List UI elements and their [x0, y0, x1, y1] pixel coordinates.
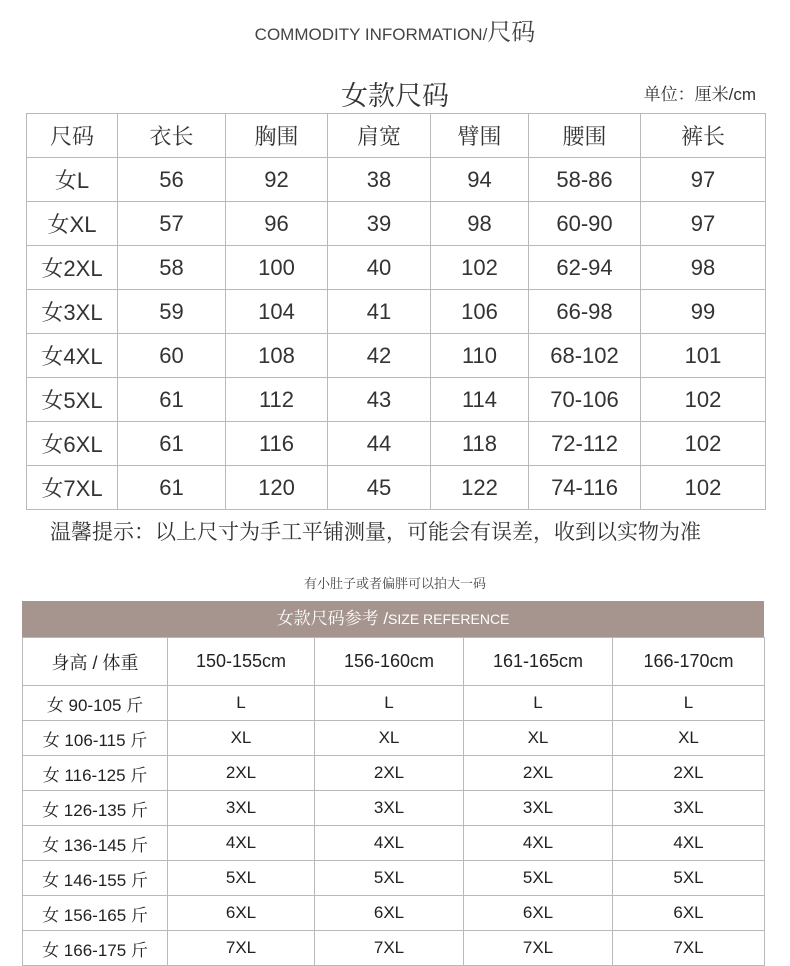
reference-cell: L [315, 686, 464, 721]
size-cell: 68-102 [529, 334, 641, 378]
size-cell: 66-98 [529, 290, 641, 334]
reference-table-row [23, 756, 765, 791]
reference-cell: XL [613, 721, 765, 756]
reference-cell: XL [464, 721, 613, 756]
size-column-header: 肩宽 [328, 114, 431, 158]
reference-cell: 3XL [168, 791, 315, 826]
reference-table-row [23, 931, 765, 966]
size-cell: 92 [226, 158, 328, 202]
size-cell: 70-106 [529, 378, 641, 422]
size-cell: 97 [641, 158, 766, 202]
reference-cell: 5XL [168, 861, 315, 896]
reference-table-row [23, 721, 765, 756]
size-cell: 44 [328, 422, 431, 466]
size-column-header: 腰围 [529, 114, 641, 158]
reference-cell: 女 156-165 斤 [23, 896, 168, 931]
reference-table-row [23, 896, 765, 931]
unit-label: 单位：厘米/cm [643, 85, 756, 104]
size-cell: 98 [431, 202, 529, 246]
reference-cell: 4XL [168, 826, 315, 861]
size-cell: 59 [118, 290, 226, 334]
size-table-title: 女款尺码 [341, 81, 449, 111]
reference-cell: 6XL [464, 896, 613, 931]
page-header [0, 12, 790, 47]
size-cell: 61 [118, 378, 226, 422]
reference-bar-cn: 女款尺码参考 / [276, 609, 389, 628]
size-cell: 74-116 [529, 466, 641, 510]
size-cell: 61 [118, 466, 226, 510]
reference-cell: 女 90-105 斤 [23, 686, 168, 721]
size-cell: 120 [226, 466, 328, 510]
size-cell: 女5XL [27, 378, 118, 422]
reference-cell: L [464, 686, 613, 721]
size-table-row [27, 290, 766, 334]
reference-cell: 女 116-125 斤 [23, 756, 168, 791]
reference-cell: 3XL [464, 791, 613, 826]
size-cell: 114 [431, 378, 529, 422]
size-cell: 122 [431, 466, 529, 510]
reference-cell: 4XL [613, 826, 765, 861]
reference-cell: 2XL [464, 756, 613, 791]
size-cell: 61 [118, 422, 226, 466]
header-title-en: COMMODITY INFORMATION/ [254, 25, 488, 44]
size-cell: 94 [431, 158, 529, 202]
size-cell: 118 [431, 422, 529, 466]
size-cell: 女XL [27, 202, 118, 246]
size-table-header [27, 114, 766, 158]
reference-cell: L [613, 686, 765, 721]
size-cell: 106 [431, 290, 529, 334]
reference-cell: 女 106-115 斤 [23, 721, 168, 756]
reference-cell: 2XL [613, 756, 765, 791]
size-table-row [27, 466, 766, 510]
size-cell: 96 [226, 202, 328, 246]
size-cell: 女2XL [27, 246, 118, 290]
size-cell: 112 [226, 378, 328, 422]
reference-cell: 7XL [613, 931, 765, 966]
reference-cell: 7XL [168, 931, 315, 966]
size-cell: 100 [226, 246, 328, 290]
reference-cell: 女 146-155 斤 [23, 861, 168, 896]
reference-cell: 2XL [168, 756, 315, 791]
size-cell: 女6XL [27, 422, 118, 466]
reference-cell: 6XL [168, 896, 315, 931]
size-cell: 女4XL [27, 334, 118, 378]
reference-cell: 5XL [464, 861, 613, 896]
size-cell: 41 [328, 290, 431, 334]
size-cell: 女3XL [27, 290, 118, 334]
reference-bar [22, 601, 764, 637]
size-cell: 116 [226, 422, 328, 466]
size-cell: 97 [641, 202, 766, 246]
reference-table-row [23, 791, 765, 826]
header-title-cn: 尺码 [487, 19, 536, 46]
size-note: 有小肚子或者偏胖可以拍大一码 [303, 576, 486, 591]
size-cell: 102 [641, 422, 766, 466]
size-column-header: 胸围 [226, 114, 328, 158]
size-table-row [27, 202, 766, 246]
size-column-header: 裤长 [641, 114, 766, 158]
size-cell: 110 [431, 334, 529, 378]
size-table-row [27, 378, 766, 422]
reference-cell: 6XL [315, 896, 464, 931]
size-cell: 57 [118, 202, 226, 246]
reference-cell: 5XL [315, 861, 464, 896]
reference-bar-en: SIZE REFERENCE [388, 611, 510, 627]
reference-cell: 6XL [613, 896, 765, 931]
size-cell: 58 [118, 246, 226, 290]
size-table-row [27, 422, 766, 466]
reference-column-header: 161-165cm [464, 638, 613, 686]
size-cell: 56 [118, 158, 226, 202]
size-cell: 72-112 [529, 422, 641, 466]
size-cell: 101 [641, 334, 766, 378]
size-table [26, 113, 766, 510]
size-cell: 39 [328, 202, 431, 246]
reference-table-header [23, 638, 765, 686]
measurement-tip: 温馨提示：以上尺寸为手工平铺测量，可能会有误差，收到以实物为准 [50, 521, 701, 544]
size-cell: 女L [27, 158, 118, 202]
size-table-row [27, 158, 766, 202]
size-cell: 38 [328, 158, 431, 202]
reference-cell: 女 166-175 斤 [23, 931, 168, 966]
size-cell: 104 [226, 290, 328, 334]
reference-cell: 3XL [315, 791, 464, 826]
reference-cell: 4XL [464, 826, 613, 861]
reference-table-row [23, 686, 765, 721]
size-cell: 58-86 [529, 158, 641, 202]
size-cell: 102 [641, 466, 766, 510]
size-column-header: 尺码 [27, 114, 118, 158]
reference-cell: XL [315, 721, 464, 756]
reference-table-row [23, 826, 765, 861]
size-cell: 42 [328, 334, 431, 378]
size-cell: 98 [641, 246, 766, 290]
size-cell: 108 [226, 334, 328, 378]
size-column-header: 臂围 [431, 114, 529, 158]
size-cell: 60-90 [529, 202, 641, 246]
size-cell: 99 [641, 290, 766, 334]
size-table-row [27, 246, 766, 290]
reference-cell: 5XL [613, 861, 765, 896]
size-cell: 60 [118, 334, 226, 378]
reference-cell: L [168, 686, 315, 721]
reference-column-header: 166-170cm [613, 638, 765, 686]
size-cell: 62-94 [529, 246, 641, 290]
reference-table-row [23, 861, 765, 896]
reference-cell: 4XL [315, 826, 464, 861]
reference-cell: 2XL [315, 756, 464, 791]
size-column-header: 衣长 [118, 114, 226, 158]
reference-column-header: 身高 / 体重 [23, 638, 168, 686]
reference-column-header: 150-155cm [168, 638, 315, 686]
reference-cell: 7XL [464, 931, 613, 966]
size-table-row [27, 334, 766, 378]
size-cell: 43 [328, 378, 431, 422]
size-cell: 40 [328, 246, 431, 290]
reference-cell: XL [168, 721, 315, 756]
size-cell: 女7XL [27, 466, 118, 510]
size-cell: 45 [328, 466, 431, 510]
size-cell: 102 [431, 246, 529, 290]
reference-table [22, 637, 765, 966]
reference-column-header: 156-160cm [315, 638, 464, 686]
reference-cell: 女 126-135 斤 [23, 791, 168, 826]
size-cell: 102 [641, 378, 766, 422]
reference-cell: 3XL [613, 791, 765, 826]
reference-cell: 女 136-145 斤 [23, 826, 168, 861]
reference-cell: 7XL [315, 931, 464, 966]
